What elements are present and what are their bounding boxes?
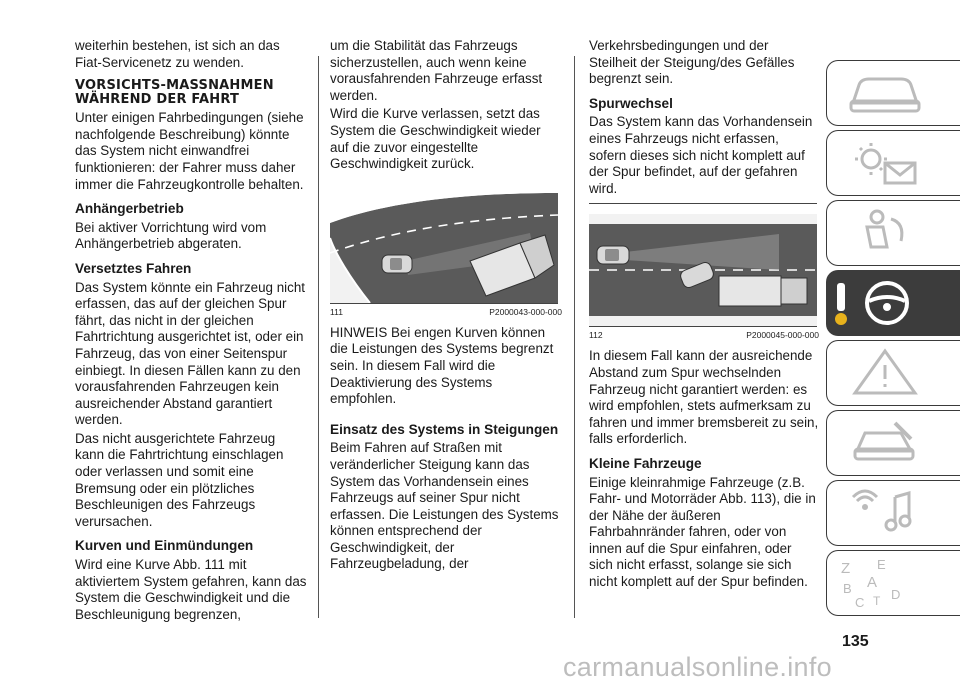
figure-caption [589,330,819,340]
tab-multimedia[interactable] [826,480,960,546]
heading-trailer: Anhängerbetrieb [75,201,184,217]
column-2 [330,38,562,575]
multimedia-icon [845,487,925,539]
slopes-text: Beim Fahren auf Straßen mit veränderlicher Steigung kann das System das Vorhandensein eines Fahrzeugs auf seiner Spur nicht erfassen. Die Leistungen des Systems können entsprechend der Geschwindigkeit, der Fahrzeugbeladung, der [330,440,559,572]
heading-slopes: Einsatz des Systems in Steigungen [330,421,559,437]
figure-number: 111 [330,306,343,317]
lane-change-text: Das System kann das Vorhandensein eines Fahrzeugs nicht erfassen, sofern dieses sich nicht komplett auf der Spur befindet, auf der gefahren wird. [589,114,813,196]
heading-curves: Kurven und Einmündungen [75,538,254,554]
column-3 [589,38,819,593]
warning-title: VORSICHTS-MASSNAHMEN WÄHREND DER FAHRT [75,78,274,107]
figure-111-curve [330,183,558,303]
figure-number: 112 [589,330,603,341]
emergency-icon [845,347,925,399]
tab-maintenance[interactable] [826,410,960,476]
car-icon [845,67,925,119]
tab-emergency[interactable] [826,340,960,406]
maintenance-icon [845,417,925,469]
lane-change-illustration [589,214,817,326]
tab-safety[interactable] [826,200,960,266]
heading-lane-change: Spurwechsel [589,95,673,111]
figure-rule [589,326,817,327]
trailer-text: Bei aktiver Vorrichtung wird vom Anhängerbetrieb abgeraten. [75,219,267,252]
column-1 [75,38,307,625]
index-letter: Z [841,560,851,577]
steering-key-icon [833,275,929,331]
lane-change-advice: In diesem Fall kann der ausreichende Abstand zum Spur wechselnden Fahrzeug nicht garantiert werden: es wird empfohlen, stets aufmerksam zu fahren und immer bremsbereit zu sein, falls erforderlich. [589,348,819,447]
tab-index[interactable] [826,550,960,616]
page-number: 135 [842,633,869,650]
chapter-tabs [826,60,960,620]
figure-112-lane-change [589,214,817,326]
intro-text: weiterhin bestehen, ist sich an das Fiat-Servicenetz zu wenden. [75,38,280,70]
curves-text: Wird eine Kurve Abb. 111 mit aktiviertem System gefahren, kann das System die Geschwindigkeit und die Beschleunigung begrenzen, [75,557,307,622]
index-letter: B [843,581,852,596]
figure-rule [330,303,558,304]
tab-vehicle[interactable] [826,60,960,126]
warning-lights-icon [845,137,925,189]
stability-text: um die Stabilität das Fahrzeugs sicherzustellen, auch wenn keine vorausfahrenden Fahrzeuge erfasst werden. [330,38,543,103]
seat-safety-icon [845,207,925,259]
index-icon [837,555,927,611]
heading-offset-driving: Versetztes Fahren [75,260,192,276]
curve-illustration [330,183,558,303]
figure-code: P2000045-000-000 [746,330,819,341]
index-letter: C [855,595,865,610]
truck-icon [719,276,807,306]
small-vehicles-text: Einige kleinrahmige Fahrzeuge (z.B. Fahr- und Motorräder Abb. 113), die in der Nähe der äußeren Fahrbahnränder fahren, oder von innen auf die Spur einfahren, oder sich nicht erfasst, solange sie sich nicht komplett auf der Spur befinden. [589,474,816,590]
figure-caption [330,307,562,317]
index-letter: A [867,574,878,591]
column-divider [574,56,575,618]
figure-rule [589,203,817,204]
own-car-icon [597,246,629,264]
warning-text: Unter einigen Fahrbedingungen (siehe nachfolgende Beschreibung) könnte das System nicht einwandfrei funktionieren: der Fahrer muss daher immer die Fahrzeugkontrolle behalten. [75,110,304,192]
index-letter: E [877,557,886,572]
traffic-text: Verkehrsbedingungen und der Steilheit der Steigung/des Gefälles begrenzt sein. [589,38,795,87]
offset-text-1: Das System könnte ein Fahrzeug nicht erfassen, das auf der gleichen Spur fährt, das nicht in der gleichen Fahrtrichtung ausgerichtet ist, oder ein Fahrzeug, das von einer Seitenspur einbiegt. In diesen Fällen kann zu den vorausfahrenden Fahrzeugen kein ausreichender Abstand garantiert werden. [75,279,305,428]
tab-driving[interactable] [826,270,960,336]
note-text: HINWEIS Bei engen Kurven können die Leistungen des Systems begrenzt sein. In diesem Fall wird die Deaktivierung des Systems empfohlen. [330,324,554,407]
offset-text-2: Das nicht ausgerichtete Fahrzeug kann die Fahrtrichtung einschlagen oder verlassen und somit eine Bremsung oder ein plötzliches Beschleunigen des Fahrzeugs verursachen. [75,430,284,529]
watermark: carmanualsonline.info [563,652,832,682]
curve-exit-text: Wird die Kurve verlassen, setzt das System die Geschwindigkeit wieder auf die zuvor eingestellte Geschwindigkeit zurück. [330,106,541,172]
figure-code: P2000043-000-000 [489,306,562,317]
index-letter: D [891,587,901,602]
column-divider [318,56,319,618]
index-letter: T [873,594,881,608]
own-car-icon [382,255,412,273]
heading-small-vehicles: Kleine Fahrzeuge [589,455,702,471]
tab-warning-lights[interactable] [826,130,960,196]
